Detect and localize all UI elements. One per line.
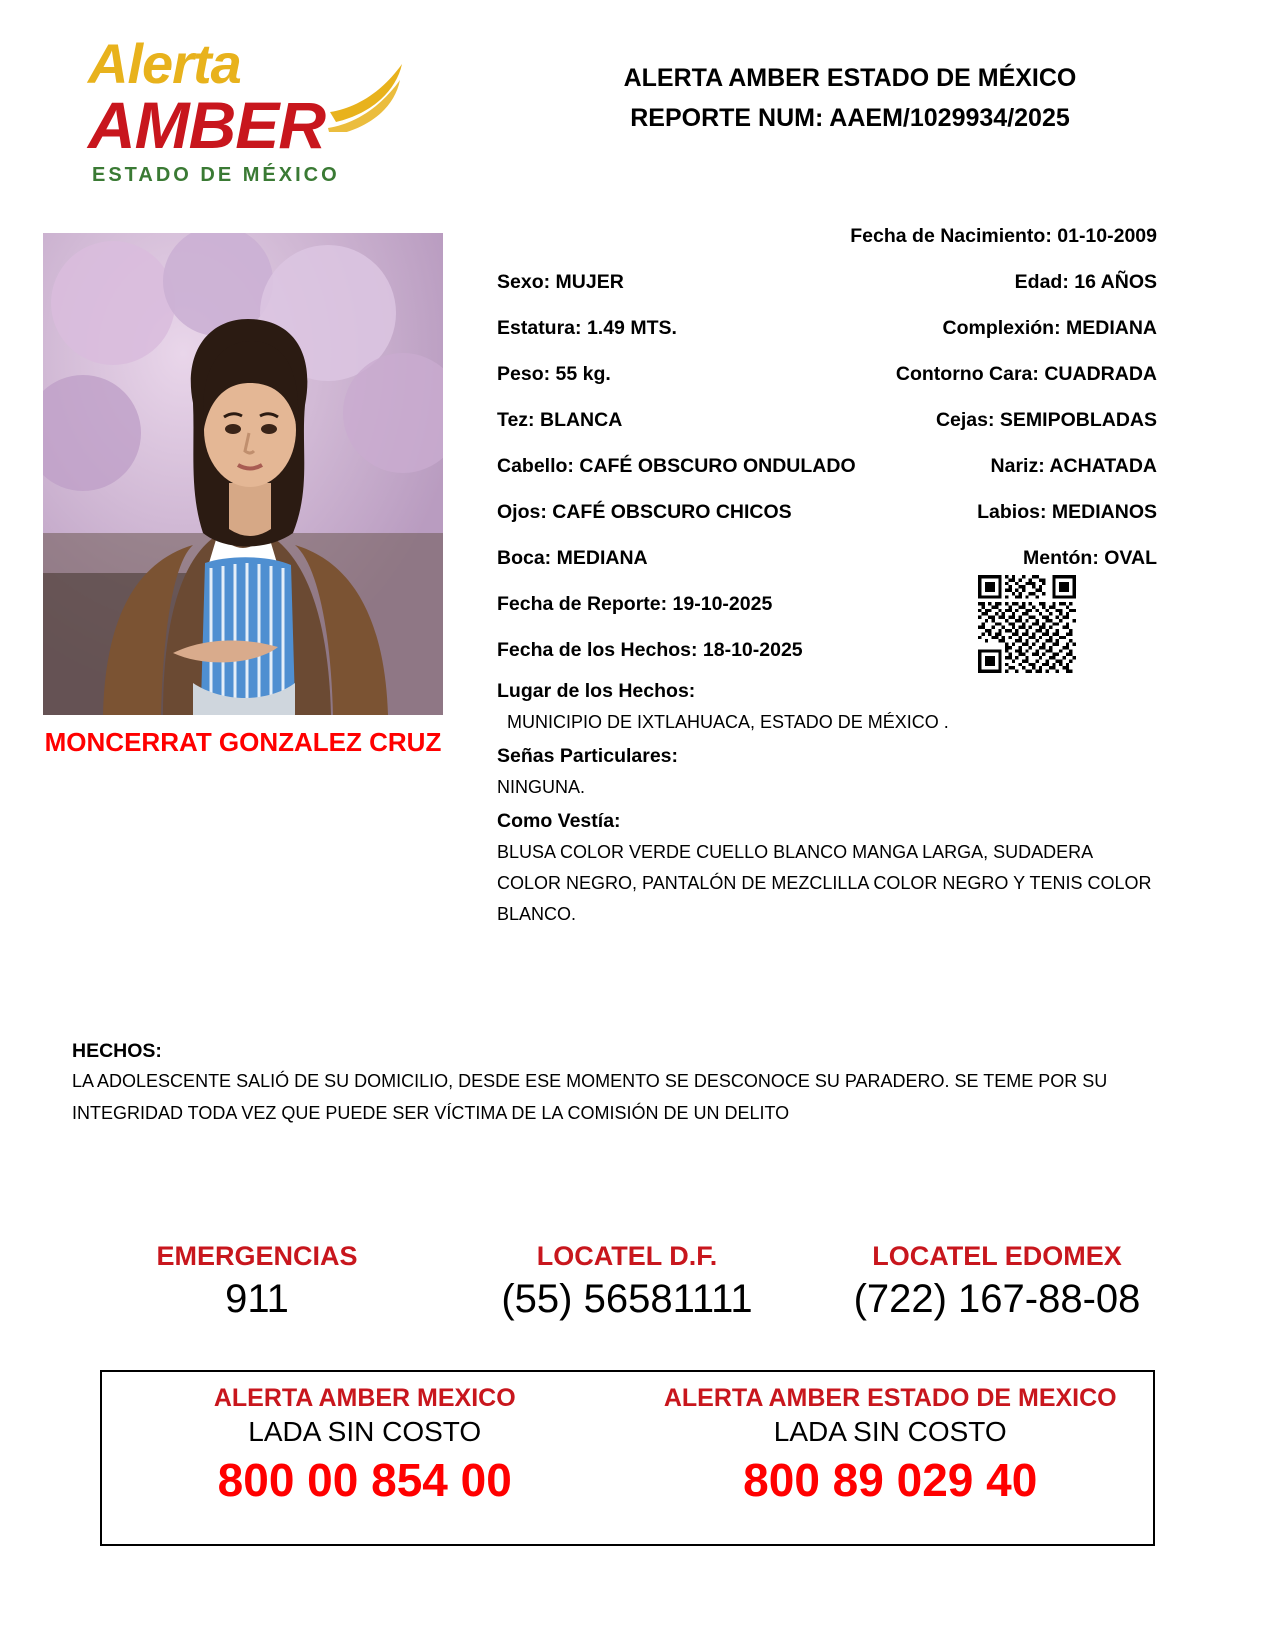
label-como-vestia: Como Vestía: — [497, 810, 621, 832]
row-tez-cejas — [497, 397, 1157, 443]
label-complexion: Complexión: — [942, 317, 1061, 339]
toll-free-title: ALERTA AMBER MEXICO — [213, 1384, 516, 1412]
logo-subtitle-text: ESTADO DE MÉXICO — [92, 164, 340, 186]
value-tez: BLANCA — [539, 409, 623, 431]
toll-free-mexico[interactable] — [102, 1372, 628, 1544]
field-fecha-hechos — [497, 627, 803, 673]
value-nariz: ACHATADA — [1049, 455, 1157, 477]
field-labios — [977, 489, 1157, 535]
field-estatura — [497, 305, 677, 351]
value-edad: 16 AÑOS — [1074, 271, 1157, 293]
page-title — [470, 58, 1230, 138]
label-boca: Boca: — [497, 547, 552, 569]
phone-title: LOCATEL EDOMEX — [872, 1241, 1122, 1271]
label-fecha-hechos: Fecha de los Hechos: — [497, 639, 698, 661]
row-cabello-nariz — [497, 443, 1157, 489]
hechos-title: HECHOS: — [72, 1040, 162, 1062]
value-sexo: MUJER — [555, 271, 624, 293]
value-fecha-nacimiento: 01-10-2009 — [1057, 225, 1157, 247]
title-line-2: REPORTE NUM: AAEM/1029934/2025 — [630, 104, 1070, 132]
value-senas-particulares: NINGUNA. — [497, 777, 586, 797]
phone-emergencias[interactable] — [72, 1238, 442, 1324]
block-como-vestia — [497, 805, 1157, 930]
label-peso: Peso: — [497, 363, 551, 385]
field-tez — [497, 397, 622, 443]
phone-locatel-df[interactable] — [442, 1238, 812, 1324]
value-ojos: CAFÉ OBSCURO CHICOS — [552, 501, 792, 523]
field-peso — [497, 351, 611, 397]
row-fecha-nacimiento — [497, 213, 1157, 259]
logo-alerta-text: Alerta — [88, 32, 241, 95]
field-edad — [1015, 259, 1157, 305]
value-boca: MEDIANA — [556, 547, 648, 569]
field-contorno-cara — [896, 351, 1157, 397]
label-senas-particulares: Señas Particulares: — [497, 745, 679, 767]
toll-free-subtitle: LADA SIN COSTO — [248, 1416, 482, 1447]
row-peso-contorno — [497, 351, 1157, 397]
label-labios: Labios: — [977, 501, 1047, 523]
field-cejas — [936, 397, 1157, 443]
label-fecha-nacimiento: Fecha de Nacimiento: — [850, 225, 1052, 247]
value-fecha-reporte: 19-10-2025 — [672, 593, 773, 615]
phone-title: EMERGENCIAS — [156, 1241, 358, 1271]
title-line-1: ALERTA AMBER ESTADO DE MÉXICO — [623, 64, 1077, 92]
label-ojos: Ojos: — [497, 501, 547, 523]
label-nariz: Nariz: — [990, 455, 1045, 477]
block-senas-particulares — [497, 740, 1157, 803]
phone-number[interactable]: (55) 56581111 — [501, 1277, 753, 1321]
value-complexion: MEDIANA — [1066, 317, 1157, 339]
phone-title: LOCATEL D.F. — [536, 1241, 718, 1271]
phone-number[interactable]: (722) 167-88-08 — [853, 1277, 1141, 1321]
value-contorno-cara: CUADRADA — [1044, 363, 1157, 385]
victim-photo — [43, 233, 443, 715]
label-lugar-hechos: Lugar de los Hechos: — [497, 680, 696, 702]
value-estatura: 1.49 MTS. — [586, 317, 677, 339]
swoosh-icon — [326, 62, 416, 132]
phone-number[interactable]: 911 — [225, 1277, 289, 1321]
value-labios: MEDIANOS — [1051, 501, 1157, 523]
row-sexo-edad — [497, 259, 1157, 305]
field-ojos — [497, 489, 792, 535]
value-peso: 55 kg. — [555, 363, 611, 385]
label-menton: Mentón: — [1023, 547, 1099, 569]
label-sexo: Sexo: — [497, 271, 551, 293]
field-complexion — [942, 305, 1157, 351]
label-estatura: Estatura: — [497, 317, 582, 339]
label-contorno-cara: Contorno Cara: — [895, 363, 1039, 385]
label-tez: Tez: — [497, 409, 535, 431]
hechos-section — [72, 1037, 1182, 1129]
hechos-text: LA ADOLESCENTE SALIÓ DE SU DOMICILIO, DESDE ESE MOMENTO SE DESCONOCE SU PARADERO. SE TEME POR SU INTEGRIDAD TODA VEZ QUE PUEDE SER VÍCTIMA DE LA COMISIÓN DE UN DELITO — [72, 1071, 1108, 1123]
field-cabello — [497, 443, 856, 489]
label-cejas: Cejas: — [935, 409, 995, 431]
victim-name: MONCERRAT GONZALEZ CRUZ — [44, 727, 442, 757]
label-edad: Edad: — [1014, 271, 1069, 293]
field-sexo — [497, 259, 624, 305]
toll-free-box — [100, 1370, 1155, 1546]
row-ojos-labios — [497, 489, 1157, 535]
value-cabello: CAFÉ OBSCURO ONDULADO — [579, 455, 856, 477]
toll-free-edomex[interactable] — [628, 1372, 1154, 1544]
field-fecha-reporte — [497, 581, 772, 627]
value-menton: OVAL — [1104, 547, 1157, 569]
logo-amber-text: AMBER — [88, 88, 325, 162]
phone-locatel-edomex[interactable] — [812, 1238, 1182, 1324]
toll-free-number[interactable]: 800 00 854 00 — [217, 1454, 512, 1506]
toll-free-subtitle: LADA SIN COSTO — [773, 1416, 1007, 1447]
label-fecha-reporte: Fecha de Reporte: — [497, 593, 668, 615]
value-fecha-hechos: 18-10-2025 — [702, 639, 803, 661]
toll-free-title: ALERTA AMBER ESTADO DE MEXICO — [663, 1384, 1117, 1412]
block-lugar-hechos — [497, 675, 1157, 738]
toll-free-number[interactable]: 800 89 029 40 — [743, 1454, 1038, 1506]
qr-code[interactable] — [978, 575, 1076, 673]
label-cabello: Cabello: — [497, 455, 574, 477]
amber-alert-logo — [88, 32, 408, 211]
field-boca — [497, 535, 648, 581]
row-estatura-complexion — [497, 305, 1157, 351]
value-lugar-hechos: MUNICIPIO DE IXTLAHUACA, ESTADO DE MÉXICO . — [507, 712, 949, 732]
field-nariz — [991, 443, 1157, 489]
value-como-vestia: BLUSA COLOR VERDE CUELLO BLANCO MANGA LARGA, SUDADERA COLOR NEGRO, PANTALÓN DE MEZCLILLA COLOR NEGRO Y TENIS COLOR BLANCO. — [497, 842, 1152, 924]
value-cejas: SEMIPOBLADAS — [999, 409, 1157, 431]
victim-details — [497, 213, 1157, 930]
emergency-phones — [72, 1238, 1182, 1324]
